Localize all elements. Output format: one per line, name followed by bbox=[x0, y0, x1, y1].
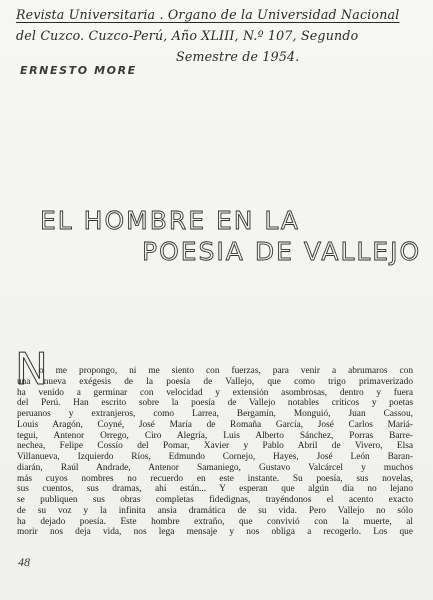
body-line: de su voz y la infinita ansia dramática de su vida. Pero Vallejo no sólo bbox=[17, 505, 413, 516]
page-number: 48 bbox=[18, 555, 30, 569]
body-line: se publiquen sus obras completas fidedignas, trayéndonos el acento exacto bbox=[17, 495, 413, 505]
body-line: tegui, Antenor Orrego, Ciro Alegría, Luis Alberto Sánchez, Porras Barre- bbox=[17, 430, 413, 441]
body-line: o me propongo, ni me siento con fuerzas, para venir a abrumaros con bbox=[39, 366, 413, 376]
body-line: Louis Aragón, Coyné, José María de Romaña García, José Carlos Mariá- bbox=[17, 419, 413, 430]
article-title bbox=[40, 205, 421, 267]
body-line: ha dejado poesía. Este hombre extraño, que convivió con la muerte, al bbox=[17, 516, 413, 527]
article-author: ERNESTO MORE bbox=[20, 64, 137, 77]
body-line: sus cuentos, sus dramas, ahí están... Y esperan que algún día no lejano bbox=[17, 484, 413, 495]
title-line-1: EL HOMBRE EN LA bbox=[40, 206, 301, 235]
body-line: diarán, Raúl Andrade, Antenor Samaniego, Gustavo Valcárcel y muchos bbox=[17, 462, 413, 473]
body-line: una nueva exégesis de la poesía de Vallejo, que como trigo primaverizado bbox=[17, 376, 413, 387]
body-line: ha venido a germinar con velocidad y extensión asombrosas, dentro y fuera bbox=[17, 387, 413, 398]
annotation-line-3: Semestre de 1954. bbox=[176, 49, 300, 64]
body-line: peruanos y extranjeros, como Larrea, Bergamín, Monguió, Juan Cassou, bbox=[17, 409, 413, 419]
body-line: Villanueva, Izquierdo Ríos, Edmundo Cornejo, Hayes, José León Baran- bbox=[17, 452, 413, 462]
body-line: más cuyos nombres no recuerdo en este instante. Su poesía, sus novelas, bbox=[17, 473, 413, 484]
body-line: nechea, Felipe Cossío del Pomar, Xavier y Pablo Abril de Vivero, Elsa bbox=[17, 441, 413, 452]
title-line-2: POESIA DE VALLEJO bbox=[142, 237, 422, 266]
handwritten-annotation bbox=[16, 4, 424, 67]
body-line: del Perú. Han escrito sobre la poesía de Vallejo notables críticos y poetas bbox=[17, 398, 413, 409]
drop-cap: N bbox=[15, 344, 48, 395]
article-body bbox=[17, 366, 413, 538]
body-line: morir nos deja vida, nos lega mensaje y nos obliga a recogerlo. Los que bbox=[17, 527, 413, 538]
annotation-line-1: Revista Universitaria . Organo de la Universidad Nacional bbox=[16, 7, 400, 22]
annotation-line-2: del Cuzco. Cuzco-Perú, Año XLIII, N.º 107, Segundo bbox=[16, 28, 359, 43]
